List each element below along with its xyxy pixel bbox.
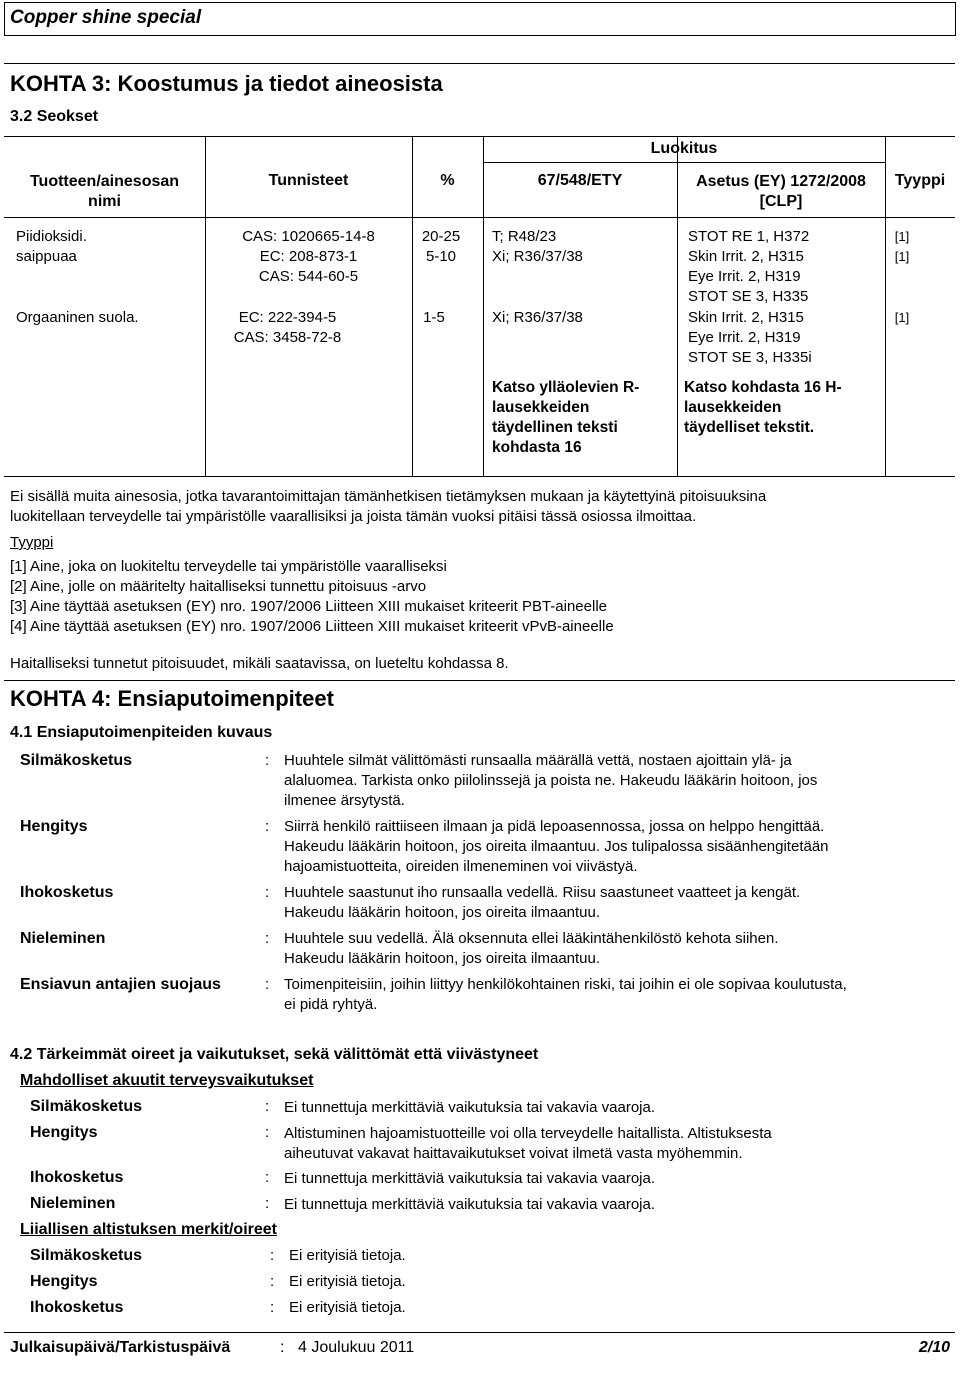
symptom-label: Silmäkosketus [30,1247,143,1264]
classification-header: Luokitus [650,140,718,157]
first-aid-text: Toimenpiteisiin, joihin liittyy henkilökohtainen riski, tai joihin ei ole sopivaa koulutusta, ei pidä ryhtyä. [284,976,847,1013]
type-legend-title: Tyyppi [10,534,54,551]
colon: : [265,1098,270,1115]
list-item: [1] Aine, joka on luokiteltu terveydelle tai ympäristölle vaaralliseksi [10,558,447,575]
section3-heading: KOHTA 3: Koostumus ja tiedot aineosista [10,71,443,96]
col-header-type: Tyyppi [894,172,946,189]
first-aid-text: Siirrä henkilö raittiiseen ilmaan ja pidä lepoasennossa, jossa on helppo hengittää. Hakeudu lääkärin hoitoon, jos oireita ilmaantuu. Jos tulipalossa sisäänhengitetään hajoamistuotteita, oireiden ilmeneminen voi viivästyä. [284,818,829,875]
first-aid-label: Ihokosketus [20,884,114,901]
colon: : [265,752,270,769]
first-aid-label: Hengitys [20,818,88,835]
effect-text: Ei tunnettuja merkittäviä vaikutuksia tai vakavia vaaroja. [284,1099,656,1116]
section3-rule [4,63,955,64]
section3-subheading: 3.2 Seokset [10,108,99,125]
row-clp-class: STOT RE 1, H372 Skin Irrit. 2, H315 Eye Irrit. 2, H319 STOT SE 3, H335 [688,228,810,305]
footer-date-label: Julkaisupäivä/Tarkistuspäivä [10,1339,231,1356]
col-header-ids: Tunnisteet [268,172,349,189]
colon: : [265,1195,270,1212]
footer-colon: : [280,1339,285,1356]
subsection-4-1-title: 4.1 Ensiaputoimenpiteiden kuvaus [10,724,273,741]
symptom-text: Ei erityisiä tietoja. [289,1299,406,1316]
clp-note: Katso kohdasta 16 H- lausekkeiden täydelliset tekstit. [684,379,842,436]
colon: : [270,1299,275,1316]
overexposure-title: Liiallisen altistuksen merkit/oireet [20,1221,277,1238]
footer-date: 4 Joulukuu 2011 [298,1339,415,1356]
row-product-name: Orgaaninen suola. [16,309,139,326]
colon: : [265,818,270,835]
acute-effects-title: Mahdolliset akuutit terveysvaikutukset [20,1072,314,1089]
first-aid-label: Ensiavun antajien suojaus [20,976,221,993]
colon: : [265,1169,270,1186]
ingredients-statement: Ei sisällä muita ainesosia, jotka tavarantoimittajan tämänhetkisen tietämyksen mukaan ja käytettyinä pitoisuuksina luokitellaan terveydelle tai ympäristölle vaarallisiksi ja joista tämän vuoksi pitäisi tässä osiossa ilmoittaa. [10,488,767,525]
first-aid-label: Silmäkosketus [20,752,133,769]
col-header-pct: % [440,172,455,189]
effect-label: Ihokosketus [30,1169,124,1186]
subsection-4-2-title: 4.2 Tärkeimmät oireet ja vaikutukset, sekä välittömät että viivästyneet [10,1046,539,1063]
list-item: [4] Aine täyttää asetuksen (EY) nro. 1907/2006 Liitteen XIII mukaiset kriteerit vPvB-aineelle [10,618,614,635]
table-top-rule [4,136,955,137]
first-aid-text: Huuhtele suu vedellä. Älä oksennuta ellei lääkintähenkilöstö kehota siihen. Hakeudu lääkärin hoitoon, jos oireita ilmaantuu. [284,930,779,967]
product-title: Copper shine special [10,7,202,28]
row-clp-class: Skin Irrit. 2, H315 Eye Irrit. 2, H319 STOT SE 3, H335i [688,309,812,366]
colon: : [265,930,270,947]
exposure-limits-note: Haitalliseksi tunnetut pitoisuudet, mikäli saatavissa, on lueteltu kohdassa 8. [10,655,509,672]
symptom-label: Hengitys [30,1273,98,1290]
row-directive-class: Xi; R36/37/38 [492,309,583,326]
effect-label: Hengitys [30,1124,98,1141]
symptom-text: Ei erityisiä tietoja. [289,1273,406,1290]
col-header-clp: Asetus (EY) 1272/2008 [CLP] [696,173,866,210]
colon: : [265,976,270,993]
colon: : [270,1273,275,1290]
first-aid-text: Huuhtele silmät välittömästi runsaalla määrällä vettä, nostaen ajoittain ylä- ja alaluomea. Tarkista onko piilolinssejä ja poista ne. Hakeudu lääkärin hoitoon, jos ilmenee ärsytystä. [284,752,818,809]
section4-rule [4,680,955,681]
classification-rule [483,162,885,163]
list-item: [3] Aine täyttää asetuksen (EY) nro. 1907/2006 Liitteen XIII mukaiset kriteerit PBT-aineelle [10,598,607,615]
col-header-dir: 67/548/ETY [537,172,623,189]
section4-heading: KOHTA 4: Ensiaputoimenpiteet [10,686,334,711]
table-bottom-rule [4,476,955,477]
list-item: [2] Aine, jolle on määritelty haitalliseksi tunnettu pitoisuus -arvo [10,578,427,595]
colon: : [265,884,270,901]
row-identifiers: CAS: 1020665-14-8 EC: 208-873-1 CAS: 544-60-5 [242,228,375,285]
symptom-text: Ei erityisiä tietoja. [289,1247,406,1264]
effect-label: Nieleminen [30,1195,116,1212]
row-identifiers: EC: 222-394-5 CAS: 3458-72-8 [233,309,342,346]
row-percentage: 20-25 5-10 [421,228,461,265]
colon: : [265,1124,270,1141]
colon: : [270,1247,275,1264]
row-type: [1] [894,310,910,325]
row-type: [1] [1] [894,229,910,264]
effect-text: Ei tunnettuja merkittäviä vaikutuksia tai vakavia vaaroja. [284,1170,656,1187]
effect-text: Altistuminen hajoamistuotteille voi olla terveydelle haitallista. Altistuksesta aiheutuvat vakavat haittavaikutukset voivat ilmetä vasta myöhemmin. [284,1125,772,1162]
first-aid-label: Nieleminen [20,930,106,947]
row-directive-class: T; R48/23 Xi; R36/37/38 [492,228,583,265]
symptom-label: Ihokosketus [30,1299,124,1316]
page-number: 2/10 [918,1339,950,1356]
header-bottom-rule [4,217,955,218]
footer-rule [4,1332,955,1333]
effect-label: Silmäkosketus [30,1098,143,1115]
col-header-product: Tuotteen/ainesosan nimi [29,173,180,210]
row-product-name: Piidioksidi. saippuaa [16,228,87,265]
row-percentage: 1-5 [423,309,445,326]
directive-note: Katso ylläolevien R- lausekkeiden täydellinen teksti kohdasta 16 [492,379,640,456]
effect-text: Ei tunnettuja merkittäviä vaikutuksia tai vakavia vaaroja. [284,1196,656,1213]
first-aid-text: Huuhtele saastunut iho runsaalla vedellä. Riisu saastuneet vaatteet ja kengät. Hakeudu lääkärin hoitoon, jos oireita ilmaantuu. [284,884,801,921]
